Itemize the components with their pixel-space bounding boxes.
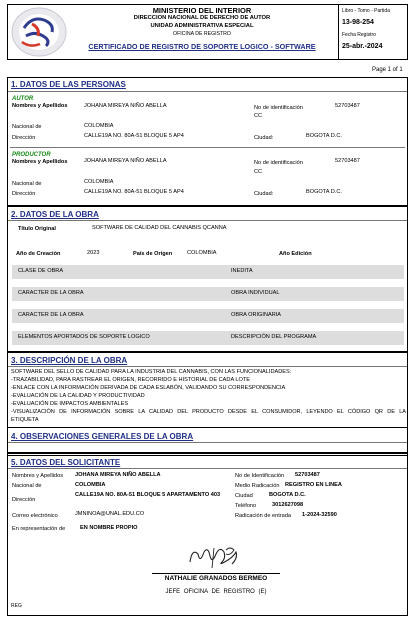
section-3-rule	[8, 366, 407, 367]
autor-name-label: Nombres y Apellidos	[12, 103, 68, 109]
descripcion-line-2: -TRAZABILIDAD, PARA RASTREAR EL ORIGEN, RECORRIDO E HISTORIAL DE CADA LOTE	[11, 377, 251, 383]
obra-row-1	[12, 265, 404, 279]
autor-address: CALLE19A NO. 80A-51 BLOQUE 5 AP4	[84, 133, 184, 139]
logo	[10, 6, 68, 58]
date-value: 25-abr.-2024	[342, 43, 383, 50]
autor-city-label: Ciudad:	[254, 135, 274, 141]
descripcion-line-3: -ENLACE CON LA INFORMACIÓN DERIVADA DE CADA ESLABÓN, VALIDANDO SU CORRESPONDENCIA	[11, 385, 286, 391]
productor-id-label: No de identificación	[254, 160, 303, 166]
date-label: Fecha Registro	[342, 32, 376, 38]
header-line-4: OFICINA DE REGISTRO	[173, 31, 231, 37]
solicitante-email-label: Correo electrónico	[12, 513, 58, 519]
year-value: 2023	[87, 250, 100, 256]
solicitante-address: CALLE19A NO. 80A-51 BLOQUE 5 APARTAMENTO 403	[75, 492, 221, 498]
solicitante-id: 52703487	[295, 472, 320, 478]
autor-nation-label: Nacional de	[12, 124, 42, 130]
autor-id-label: No de identificación	[254, 105, 303, 111]
solicitante-address-label: Dirección	[12, 497, 36, 503]
page-number: Page 1 of 1	[372, 67, 403, 73]
obra-row-2-left: CARACTER DE LA OBRA	[18, 290, 84, 296]
header-line-3: UNIDAD ADMINISTRATIVA ESPECIAL	[150, 23, 254, 29]
header-line-2: DIRECCION NACIONAL DE DERECHO DE AUTOR	[133, 15, 271, 21]
obra-row-1-left: CLASE DE OBRA	[18, 268, 64, 274]
country-value: COLOMBIA	[187, 250, 217, 256]
autor-city: BOGOTA D.C.	[306, 133, 342, 139]
section-personas	[7, 77, 408, 206]
productor-city-label: Ciudad:	[254, 191, 274, 197]
solicitante-nation: COLOMBIA	[75, 482, 106, 488]
solicitante-city: BOGOTA D.C.	[269, 492, 306, 498]
year-label: Año de Creación	[16, 251, 61, 257]
productor-nation-label: Nacional de	[12, 181, 42, 187]
productor-role: PRODUCTOR	[12, 152, 51, 158]
handwritten-signature-icon	[184, 542, 246, 572]
solicitante-name-label: Nombres y Apellidos	[12, 473, 63, 479]
country-label: País de Origen	[133, 251, 173, 257]
obra-row-1-right: INEDITA	[231, 268, 253, 274]
radicacion-label: Radicación de entrada	[235, 513, 291, 519]
autor-address-label: Dirección	[12, 135, 36, 141]
obra-row-4-left: ELEMENTOS APORTADOS DE SOPORTE LOGICO	[18, 334, 150, 340]
autor-id-type: CC	[254, 113, 263, 119]
phone-value: 3012627098	[272, 502, 304, 508]
header-divider	[338, 4, 339, 60]
section-5-rule	[8, 468, 407, 469]
section-4-title: 4. OBSERVACIONES GENERALES DE LA OBRA	[11, 432, 194, 441]
solicitante-nation-label: Nacional de	[12, 483, 42, 489]
descripcion-line-6: -VISUALIZACIÓN DE INFORMACIÓN SOBRE LA CALIDAD DEL PRODUCTO DESDE EL CONSUMIDOR, LEYENDO EL CÓDIGO QR DE LA	[11, 409, 406, 415]
productor-id-type: CC	[254, 169, 263, 175]
solicitante-city-label: Ciudad	[235, 493, 253, 499]
book-label: Libro - Tomo - Partida	[342, 8, 390, 14]
autor-id: 52703487	[335, 103, 360, 109]
edition-label: Año Edición	[279, 251, 312, 257]
signer-name: NATHALIE GRANADOS BERMEO	[164, 575, 268, 582]
productor-name: JOHANA MIREYA NIÑO ABELLA	[84, 158, 167, 164]
book-value: 13-98-254	[342, 19, 374, 26]
section-1-rule	[8, 91, 407, 92]
productor-address-label: Dirección	[12, 191, 36, 197]
footer-code: REG	[11, 603, 22, 609]
autor-name: JOHANA MIREYA NIÑO ABELLA	[84, 103, 167, 109]
productor-nation: COLOMBIA	[84, 179, 114, 185]
productor-address: CALLE19A NO. 80A-51 BLOQUE 5 AP4	[84, 189, 184, 195]
productor-city: BOGOTA D.C.	[306, 189, 342, 195]
section-2-rule	[8, 220, 407, 221]
descripcion-line-7: ETIQUETA	[11, 417, 39, 423]
obra-row-2	[12, 287, 404, 301]
descripcion-line-5: -EVALUACIÓN DE IMPACTOS AMBIENTALES	[11, 401, 129, 407]
section-1-title: 1. DATOS DE LAS PERSONAS	[11, 80, 126, 89]
solicitante-rep-label: En representación de	[12, 526, 66, 532]
solicitante-name: JOHANA MIREYA NIÑO ABELLA	[75, 472, 161, 478]
productor-name-label: Nombres y Apellidos	[12, 159, 68, 165]
titulo-label: Título Original	[18, 226, 56, 232]
phone-label: Teléfono	[235, 503, 257, 509]
section-4-rule	[8, 442, 407, 443]
autor-role: AUTOR	[12, 96, 34, 102]
obra-row-3-left: CARACTER DE LA OBRA	[18, 312, 84, 318]
signature-image	[184, 542, 246, 572]
descripcion-line-1: SOFTWARE DEL SELLO DE CALIDAD PARA LA INDUSTRIA DEL CANNABIS, CON LAS FUNCIONALIDADES:	[11, 369, 292, 375]
medio-value: REGISTRO EN LINEA	[285, 482, 342, 488]
section-3-title: 3. DESCRIPCIÓN DE LA OBRA	[11, 356, 128, 365]
solicitante-email: JMNINOA@UNAL.EDU.CO	[75, 511, 145, 517]
ministry-title: MINISTERIO DEL INTERIOR	[152, 6, 252, 15]
section-5-title: 5. DATOS DEL SOLICITANTE	[11, 458, 121, 467]
autor-nation: COLOMBIA	[84, 123, 114, 129]
section-2-title: 2. DATOS DE LA OBRA	[11, 210, 99, 219]
obra-row-4	[12, 331, 404, 345]
certificate-title: CERTIFICADO DE REGISTRO DE SOPORTE LOGICO - SOFTWARE	[88, 42, 316, 51]
descripcion-line-4: -EVALUACIÓN DE LA CALIDAD Y PRODUCTIVIDAD	[11, 393, 145, 399]
solicitante-id-label: No de Identificación	[235, 473, 285, 479]
titulo-value: SOFTWARE DE CALIDAD DEL CANNABIS QCANNA	[92, 225, 227, 231]
copyright-logo-icon	[10, 6, 68, 58]
productor-id: 52703487	[335, 158, 360, 164]
obra-row-2-right: OBRA INDIVIDUAL	[231, 290, 280, 296]
obra-row-4-right: DESCRIPCIÓN DEL PROGRAMA	[231, 334, 317, 340]
signer-role: JEFE OFICINA DE REGISTRO (E)	[165, 589, 267, 595]
obra-row-3	[12, 309, 404, 323]
medio-label: Medio Radicación	[235, 483, 280, 489]
signature-line	[152, 573, 280, 574]
radicacion-value: 1-2024-32590	[302, 512, 337, 518]
autor-divider	[10, 147, 405, 148]
obra-row-3-right: OBRA ORIGINARIA	[231, 312, 282, 318]
solicitante-rep: EN NOMBRE PROPIO	[80, 525, 138, 531]
